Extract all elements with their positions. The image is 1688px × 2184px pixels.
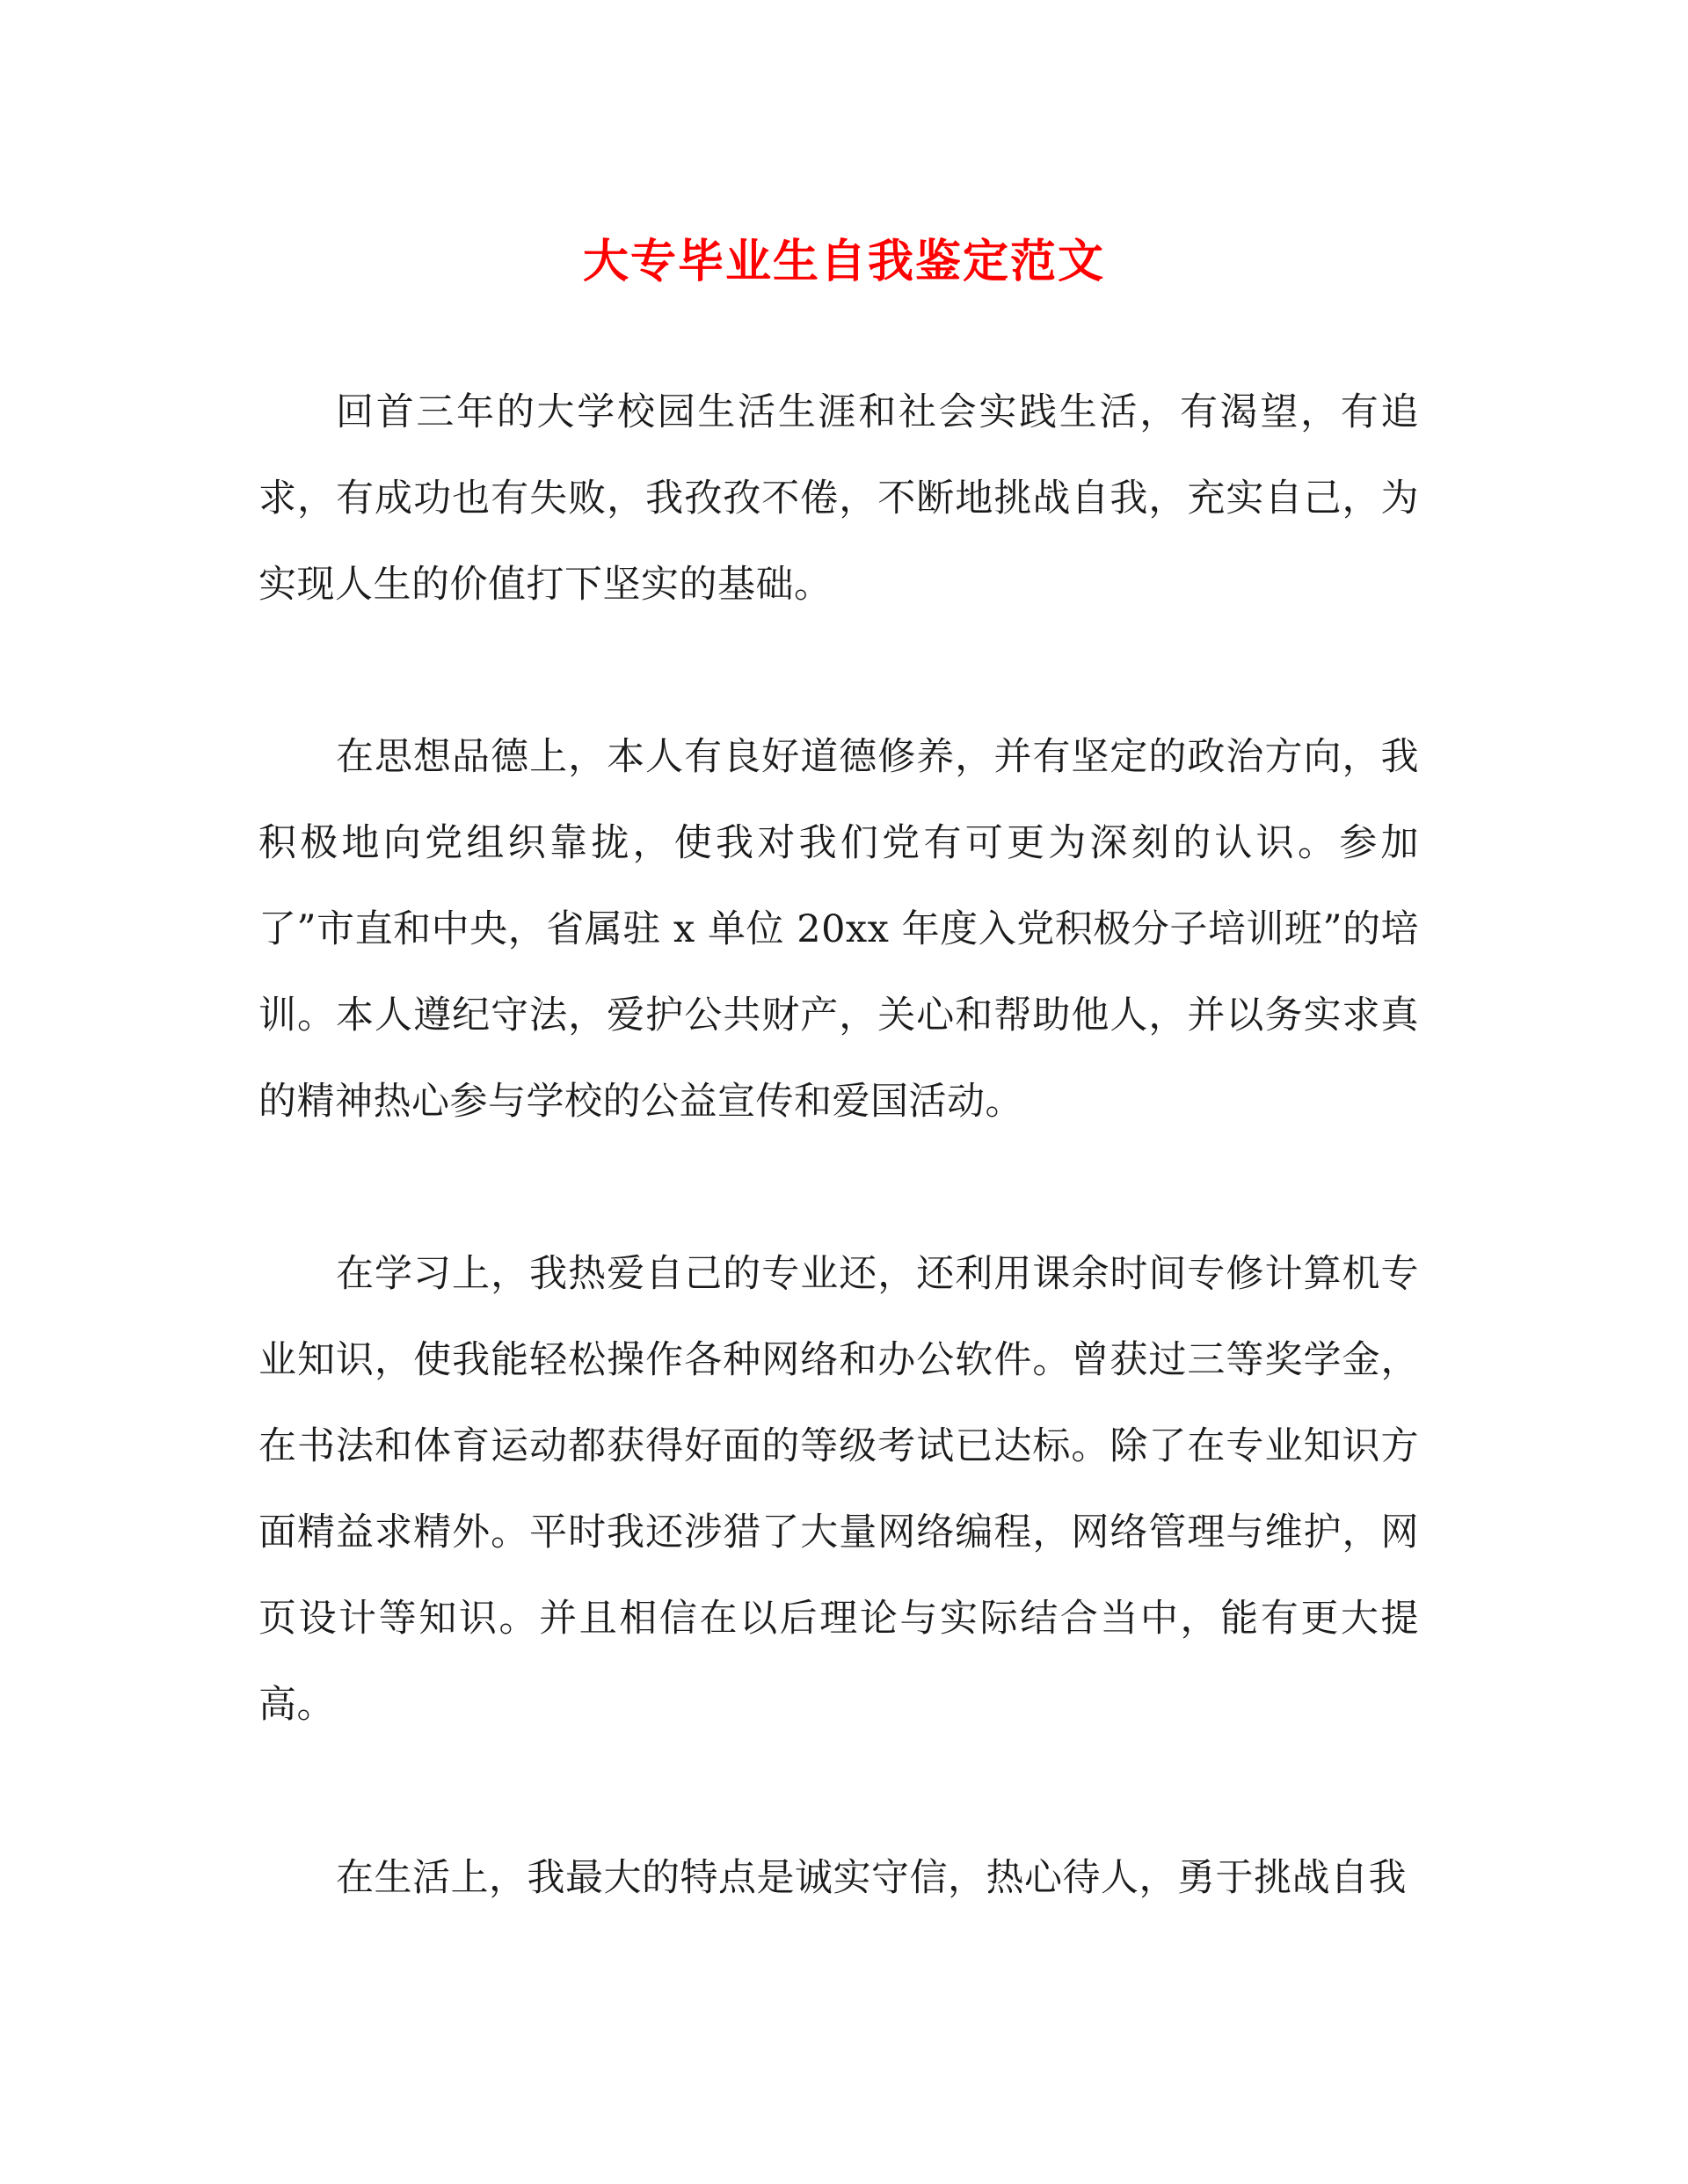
- paragraph-1: 回首三年的大学校园生活生涯和社会实践生活，有渴望，有追求，有成功也有失败，我孜孜不倦，不断地挑战自我，充实自己，为实现人生的价值打下坚实的基础。: [258, 390, 1419, 607]
- paragraph-3: 在学习上，我热爱自己的专业还，还利用课余时间专修计算机专业知识，使我能轻松操作各种网络和办公软件。曾获过三等奖学金，在书法和体育运动都获得好面的等级考试已达标。除了在专业知识方面精益求精外。平时我还涉猎了大量网络编程，网络管理与维护，网页设计等知识。并且相信在以后理论与实际结合当中，能有更大提高。: [258, 1252, 1419, 1727]
- paragraph-4: 在生活上，我最大的特点是诚实守信，热心待人，勇于挑战自我: [336, 1856, 1407, 1900]
- paragraph-2: 在思想品德上，本人有良好道德修养，并有坚定的政治方向，我积极地向党组织靠拢，使我对我们党有可更为深刻的认识。参加了”市直和中央，省属驻 x 单位 20xx 年度入党积极分子培训班”的培训。本人遵纪守法，爱护公共财产，关心和帮助他人，并以务实求真的精神热心参与学校的公益宣传和爱国活动。: [258, 735, 1419, 1124]
- document-title: 大专毕业生自我鉴定范文: [582, 235, 1105, 288]
